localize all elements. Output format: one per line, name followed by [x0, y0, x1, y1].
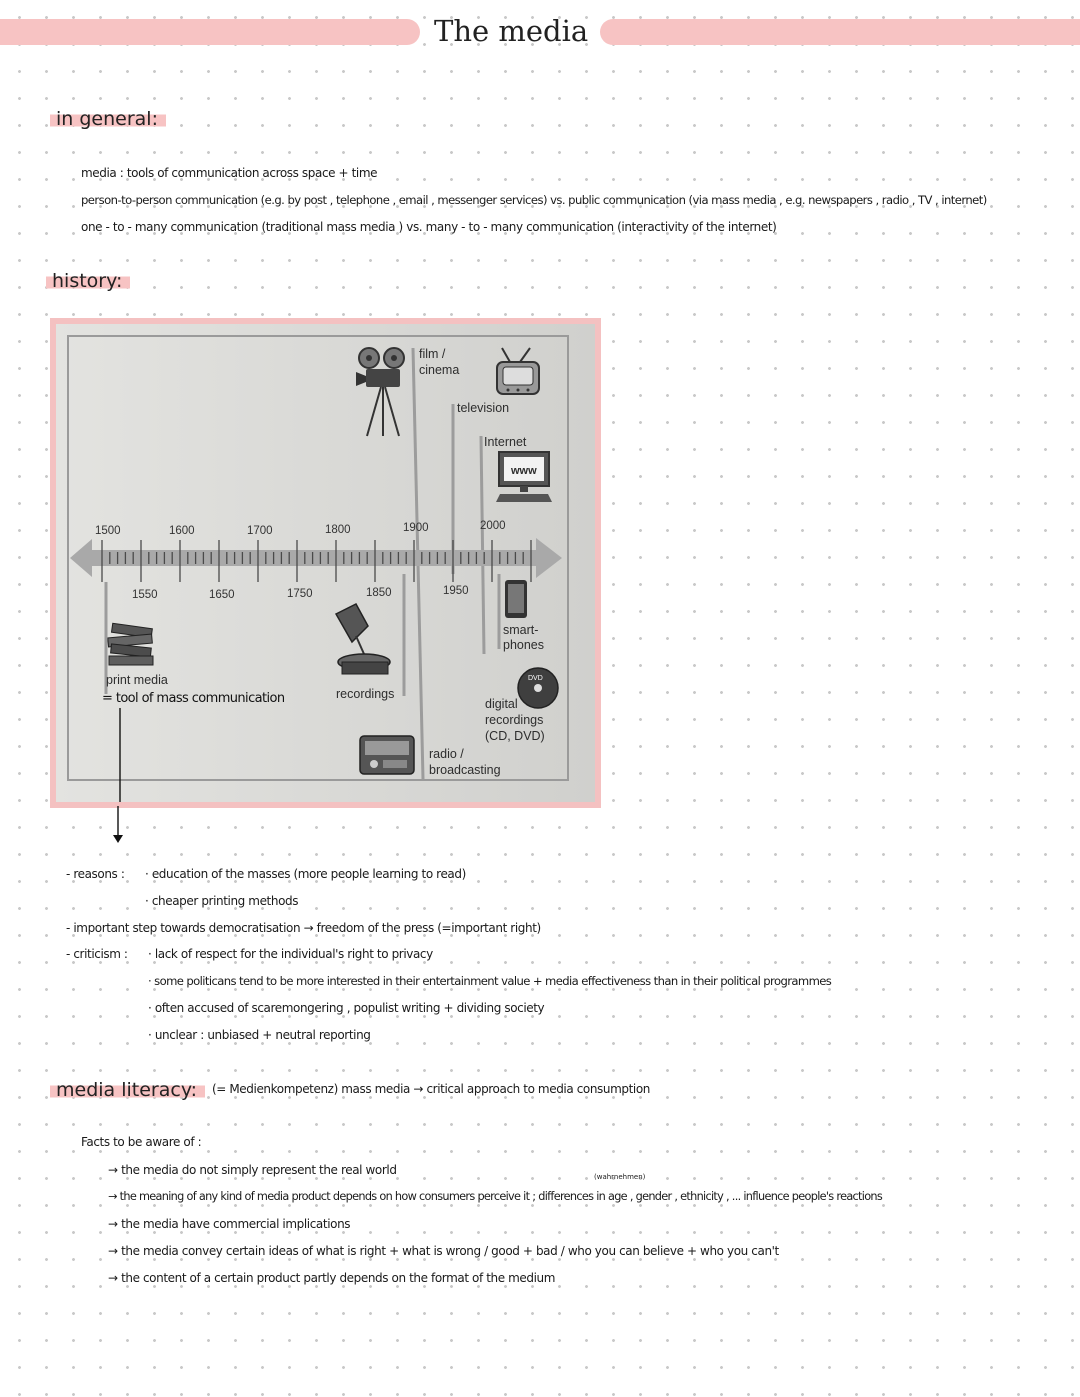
criticism-item: · unclear : unbiased + neutral reporting [148, 1028, 371, 1042]
general-line-1: media : tools of communication across space + time [81, 166, 378, 180]
label-phones: phones [503, 638, 545, 652]
year-label: 1700 [247, 525, 273, 537]
year-label: 1800 [325, 524, 351, 536]
year-label: 1750 [287, 588, 313, 600]
title-highlight-left [0, 19, 420, 45]
facts-label: Facts to be aware of : [81, 1135, 202, 1149]
label-broadcasting: broadcasting [429, 763, 501, 777]
year-label: 2000 [480, 520, 506, 532]
year-label: 1500 [95, 525, 121, 537]
timeline-figure [50, 318, 601, 808]
fact-item: → the media do not simply represent the real world [108, 1163, 397, 1177]
year-label: 1650 [209, 589, 235, 601]
criticism-item: · some politicans tend to be more interested in their entertainment value + media effectiveness than in their political programmes [148, 974, 832, 988]
radio-icon [360, 736, 414, 774]
computer-icon [496, 452, 552, 502]
reason-item: · cheaper printing methods [145, 894, 299, 908]
label-print-note: = tool of mass communication [102, 691, 285, 706]
timeline-svg [56, 324, 595, 802]
criticism-label: - criticism : [66, 947, 128, 961]
heading-in-general: in general: [50, 108, 166, 130]
down-arrow-icon [108, 806, 128, 846]
smartphone-icon [505, 580, 527, 618]
label-digital-recordings: recordings [485, 713, 544, 727]
fact-item: → the media convey certain ideas of what is right + what is wrong / good + bad / who you can believe + who you can't [108, 1244, 779, 1258]
general-line-2: person-to-person communication (e.g. by post , telephone , email , messenger services) vs. public communication (via mass media , e.g. newspapers , radio , TV , internet) [81, 193, 987, 207]
fact-item: → the media have commercial implications [108, 1217, 351, 1231]
label-television: television [457, 401, 510, 415]
year-label: 1950 [443, 585, 469, 597]
fact-item: → the meaning of any kind of media product depends on how consumers perceive it ; differences in age , gender , ethnicity , ... influence people's reactions [108, 1190, 883, 1203]
year-label: 1900 [403, 522, 429, 534]
label-www: www [511, 465, 537, 477]
label-film: film / [419, 347, 446, 361]
fact-item: → the content of a certain product partly depends on the format of the medium [108, 1271, 556, 1285]
dvd-icon [518, 668, 558, 708]
year-label: 1850 [366, 587, 392, 599]
label-dvd: DVD [528, 675, 543, 682]
label-smart: smart- [503, 623, 539, 637]
heading-history: history: [46, 270, 130, 292]
important-line: - important step towards democratisation → freedom of the press (=important right) [66, 921, 541, 935]
page-title: The media [434, 14, 589, 48]
label-cinema: cinema [419, 363, 460, 377]
criticism-item: · lack of respect for the individual's right to privacy [148, 947, 433, 961]
label-print-media: print media [106, 673, 168, 687]
label-cd-dvd: (CD, DVD) [485, 729, 545, 743]
year-label: 1550 [132, 589, 158, 601]
label-digital: digital [485, 697, 518, 711]
year-label: 1600 [169, 525, 195, 537]
label-radio: radio / [429, 747, 464, 761]
heading-media-literacy: media literacy: [50, 1079, 205, 1101]
media-literacy-definition: (= Medienkompetenz) mass media → critical approach to media consumption [212, 1082, 651, 1096]
reason-item: · education of the masses (more people learning to read) [145, 867, 466, 881]
label-recordings: recordings [336, 687, 395, 701]
reasons-label: - reasons : [66, 867, 125, 881]
general-line-3: one - to - many communication (traditional mass media ) vs. many - to - many communication (interactivity of the internet) [81, 220, 777, 234]
criticism-item: · often accused of scaremongering , populist writing + dividing society [148, 1001, 545, 1015]
note-wahrnehmen: (wahrnehmen) [594, 1173, 646, 1181]
label-internet: Internet [484, 435, 527, 449]
title-highlight-right [600, 19, 1080, 45]
